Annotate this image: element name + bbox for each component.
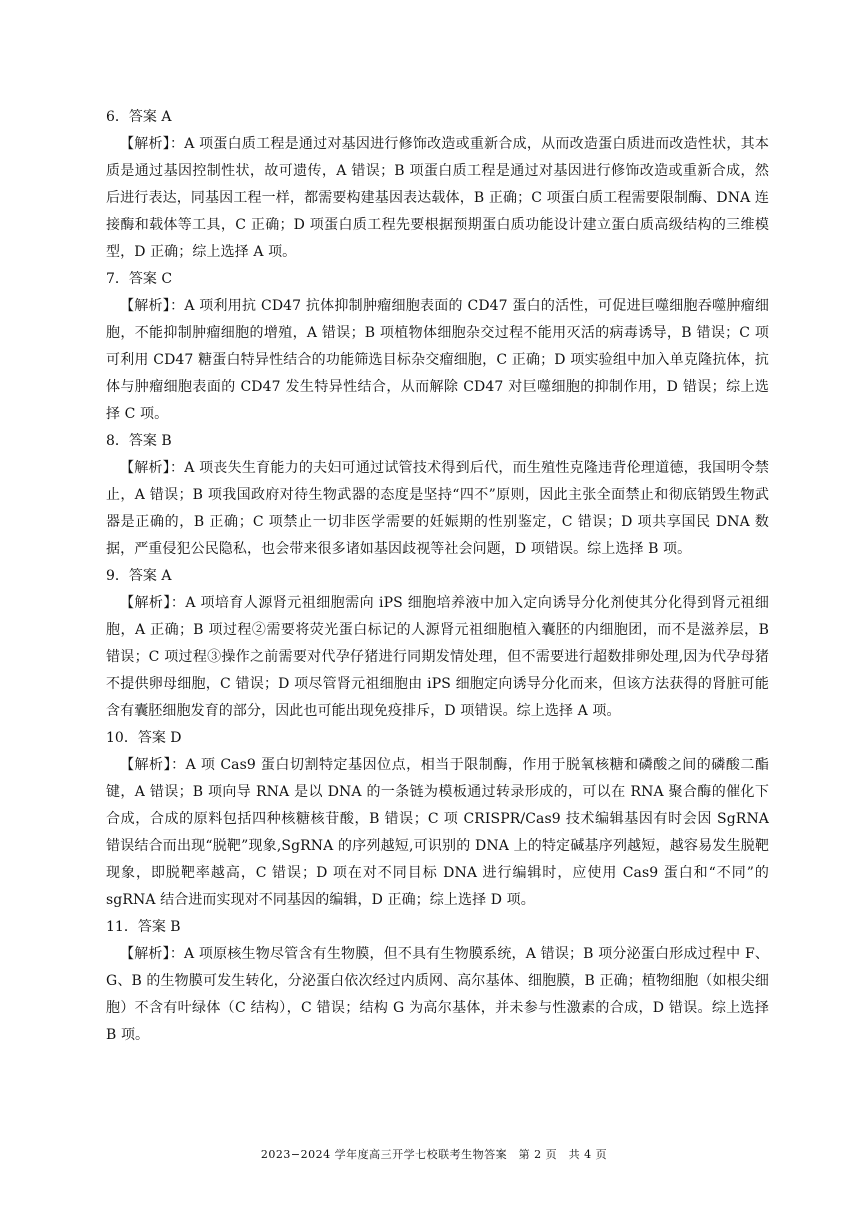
analysis-text: ：A 项丧失生育能力的夫妇可通过试管技术得到后代，而生殖性克隆违背伦理道德，我国明令禁止，A 错误；B 项我国政府对待生物武器的态度是坚持“四不”原则，因此主张全面禁止和彻底销毁生物武器是正确的，B 正确；C 项禁止一切非医学需要的妊娠期的性别鉴定，C 错误；D 项共享国民 DNA 数据，严重侵犯公民隐私，也会带来很多诸如基因歧视等社会问题，D 项错误。综上选择 B 项。 — [106, 460, 769, 557]
analysis-paragraph — [106, 590, 769, 725]
analysis-text: ：A 项 Cas9 蛋白切割特定基因位点，相当于限制酶，作用于脱氧核糖和磷酸之间的磷酸二酯键，A 错误；B 项向导 RNA 是以 DNA 的一条链为模板通过转录形成的，可以在 RNA 聚合酶的催化下合成，合成的原料包括四种核糖核苷酸，B 错误；C 项 CRISPR/Cas9 技术编辑基因有时会因 SgRNA 错误结合而出现“脱靶”现象,SgRNA 的序列越短,可识别的 DNA 上的特定碱基序列越短，越容易发生脱靶现象，即脱靶率越高，C 错误；D 项在对不同目标 DNA 进行编辑时，应使用 Cas9 蛋白和“不同”的 sgRNA 结合进而实现对不同基因的编辑，D 正确；综上选择 D 项。 — [106, 757, 769, 908]
analysis-paragraph — [106, 131, 769, 266]
answer-item-8 — [106, 428, 769, 563]
analysis-label: 【解析】 — [120, 595, 171, 611]
analysis-label: 【解析】 — [120, 136, 170, 152]
analysis-label: 【解析】 — [120, 946, 170, 962]
analysis-paragraph — [106, 752, 769, 914]
answer-item-7 — [106, 266, 769, 428]
analysis-text: ：A 项原核生物尽管含有生物膜，但不具有生物膜系统，A 错误；B 项分泌蛋白形成过程中 F、G、B 的生物膜可发生转化，分泌蛋白依次经过内质网、高尔基体、细胞膜，B 正确；植物细胞（如根尖细胞）不含有叶绿体（C 结构），C 错误；结构 G 为高尔基体，并未参与性激素的合成，D 错误。综上选择 B 项。 — [106, 946, 769, 1043]
analysis-label: 【解析】 — [120, 298, 171, 314]
answer-heading: 6．答案 A — [106, 109, 172, 125]
analysis-paragraph — [106, 293, 769, 428]
answer-heading: 8．答案 B — [106, 433, 172, 449]
analysis-paragraph — [106, 941, 769, 1049]
analysis-paragraph — [106, 455, 769, 563]
answer-item-11 — [106, 914, 769, 1049]
analysis-label: 【解析】 — [120, 757, 172, 773]
analysis-text: ：A 项蛋白质工程是通过对基因进行修饰改造或重新合成，从而改造蛋白质进而改造性状，其本质是通过基因控制性状，故可遗传，A 错误；B 项蛋白质工程是通过对基因进行修饰改造或重新合成，然后进行表达，同基因工程一样，都需要构建基因表达载体，B 正确；C 项蛋白质工程需要限制酶、DNA 连接酶和载体等工具，C 正确；D 项蛋白质工程先要根据预期蛋白质功能设计建立蛋白质高级结构的三维模型，D 正确；综上选择 A 项。 — [106, 136, 769, 260]
answer-item-6 — [106, 104, 769, 266]
answer-heading: 10．答案 D — [106, 730, 182, 746]
answer-item-9 — [106, 563, 769, 725]
answer-heading: 7．答案 C — [106, 271, 173, 287]
analysis-text: ：A 项培育人源肾元祖细胞需向 iPS 细胞培养液中加入定向诱导分化剂使其分化得到肾元祖细胞，A 正确；B 项过程②需要将荧光蛋白标记的人源肾元祖细胞植入囊胚的内细胞团，而不是滋养层，B 错误；C 项过程③操作之前需要对代孕仔猪进行同期发情处理，但不需要进行超数排卵处理,因为代孕母猪不提供卵母细胞，C 错误；D 项尽管肾元祖细胞由 iPS 细胞定向诱导分化而来，但该方法获得的肾脏可能含有囊胚细胞发育的部分，因此也可能出现免疫排斥，D 项错误。综上选择 A 项。 — [106, 595, 769, 719]
analysis-text: ：A 项利用抗 CD47 抗体抑制肿瘤细胞表面的 CD47 蛋白的活性，可促进巨噬细胞吞噬肿瘤细胞，不能抑制肿瘤细胞的增殖，A 错误；B 项植物体细胞杂交过程不能用灭活的病毒诱导，B 错误；C 项可利用 CD47 糖蛋白特异性结合的功能筛选目标杂交瘤细胞，C 正确；D 项实验组中加入单克隆抗体，抗体与肿瘤细胞表面的 CD47 发生特异性结合，从而解除 CD47 对巨噬细胞的抑制作用，D 错误；综上选择 C 项。 — [106, 298, 769, 422]
analysis-label: 【解析】 — [120, 460, 170, 476]
answer-heading: 11．答案 B — [106, 919, 181, 935]
answer-list — [106, 104, 769, 1049]
answer-item-10 — [106, 725, 769, 914]
page-footer: 2023−2024 学年度高三开学七校联考生物答案 第 2 页 共 4 页 — [260, 1148, 608, 1161]
answer-heading: 9．答案 A — [106, 568, 172, 584]
